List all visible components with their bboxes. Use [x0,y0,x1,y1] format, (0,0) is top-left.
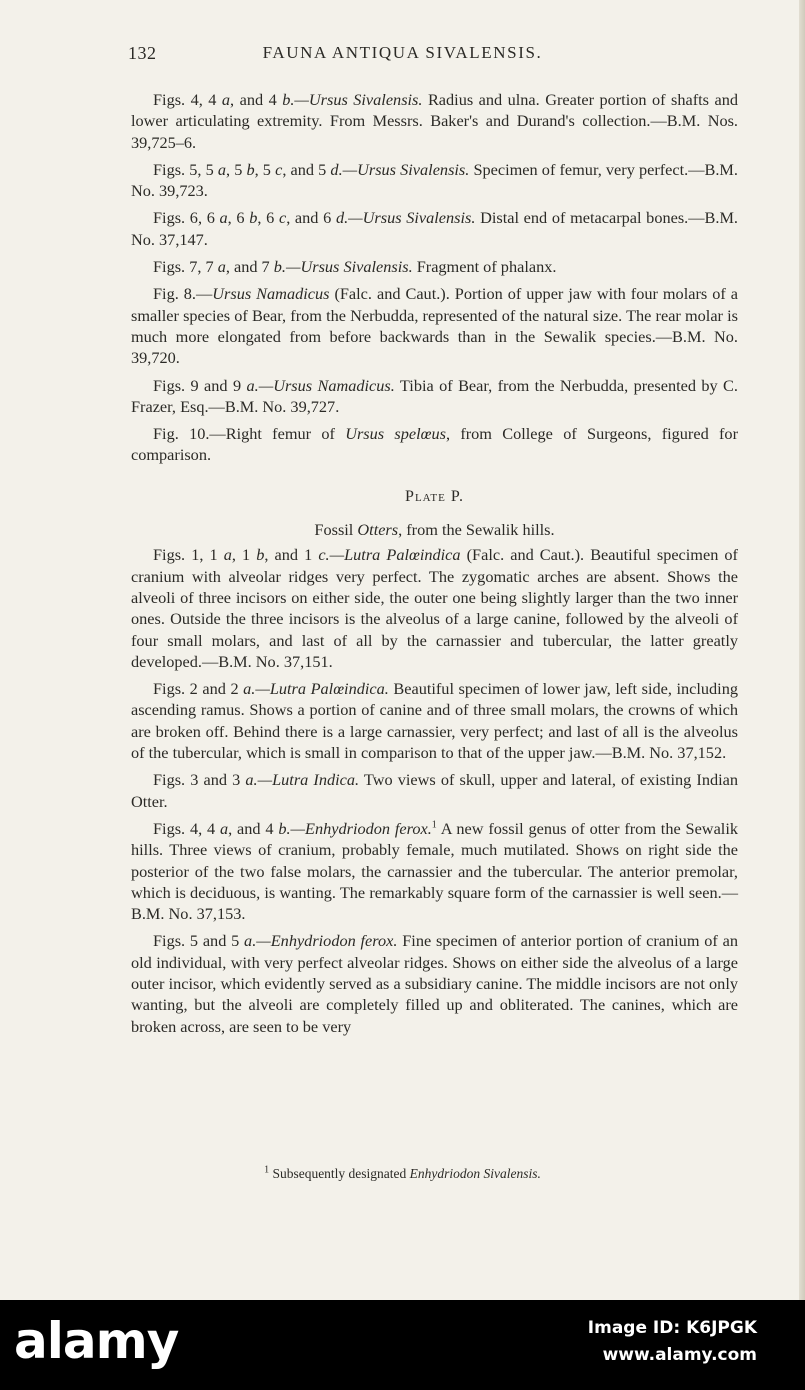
plate-heading: Plate P. [405,487,464,505]
paragraph-figs-5: Figs. 5, 5 a, 5 b, 5 c, and 5 d.—Ursus Sivalensis. Specimen of femur, very perfect.—B.M. No. 39,723. [131,159,738,201]
paragraph-plate-figs-4: Figs. 4, 4 a, and 4 b.—Enhydriodon ferox.$^1$ A new fossil genus of otter from the Sewalik hills. Three views of cranium, probably female, much mutilated. Shows on right side the posterior of the two false molars, the carnassier and the tubercular. The anterior premolar, which is deciduous, is wanting. The remarkably square form of the carnassier is well seen.—B.M. No. 37,153. [131,818,738,924]
running-title: FAUNA ANTIQUA SIVALENSIS. [262,43,543,62]
alamy-logo: alamy [14,1312,179,1370]
paragraph-figs-9: Figs. 9 and 9 a.—Ursus Namadicus. Tibia of Bear, from the Nerbudda, presented by C. Frazer, Esq.—B.M. No. 39,727. [131,375,738,416]
paragraph-figs-4: Figs. 4, 4 a, and 4 b.—Ursus Sivalensis. Radius and ulna. Greater portion of shafts and lower articulating extremity. From Messrs. Baker's and Durand's collection.—B.M. Nos. 39,725–6. [131,90,738,152]
image-id: Image ID: K6JPGK [587,1318,757,1338]
page-number: 132 [128,43,157,63]
body-text [131,89,738,1043]
paragraph-fig-8: Fig. 8.—Ursus Namadicus (Falc. and Caut.). Portion of upper jaw with four molars of a smaller species of Bear, from the Nerbudda, represented of the natural size. The rear molar is much more elongated from before backwards than in the Sewalik species.—B.M. No. 39,720. [131,284,738,368]
paragraph-plate-figs-3: Figs. 3 and 3 a.—Lutra Indica. Two views of skull, upper and lateral, of existing Indian Otter. [131,770,738,811]
plate-subheading: Fossil Otters, from the Sewalik hills. [314,520,555,540]
paragraph-plate-figs-2: Figs. 2 and 2 a.—Lutra Palœindica. Beautiful specimen of lower jaw, left side, including ascending ramus. Shows a portion of canine and of three small molars, the crowns of which are broken off. Behind there is a large carnassier, very perfect; and last of all is the alveolus of the tubercular, which is small in comparison to that of the upper jaw.—B.M. No. 37,152. [131,679,738,763]
paragraph-plate-figs-5: Figs. 5 and 5 a.—Enhydriodon ferox. Fine specimen of anterior portion of cranium of an old individual, with very perfect alveolar ridges. Shows on either side the alveolus of a large outer incisor, which evidently served as a subsidiary canine. The middle incisors are not only wanting, but the alveoli are completely filled up and obliterated. The canines, which are broken across, are seen to be very [131,931,738,1036]
footnote: $^1$ Subsequently designated Enhydriodon Sivalensis. [264,1164,541,1181]
page-header [0,43,805,67]
site-url: www.alamy.com [602,1345,757,1365]
footnote-ref: 1 [431,819,437,831]
paragraph-fig-10: Fig. 10.—Right femur of Ursus spelœus, from College of Surgeons, figured for comparison. [131,424,738,465]
paragraph-plate-figs-1: Figs. 1, 1 a, 1 b, and 1 c.—Lutra Palœindica (Falc. and Caut.). Beautiful specimen of cranium with alveolar ridges very perfect. The zygomatic arches are absent. Shows the alveoli of three incisors on either side, the outer one being slightly larger than the two inner ones. Outside the three incisors is the alveolus of a large canine, followed by the alveoli of four small molars, and last of all by the carnassier and tubercular, the latter greatly developed.—B.M. No. 37,151. [131,545,738,671]
paragraph-figs-6: Figs. 6, 6 a, 6 b, 6 c, and 6 d.—Ursus Sivalensis. Distal end of metacarpal bones.—B.M. No. 37,147. [131,208,738,249]
paragraph-figs-7: Figs. 7, 7 a, and 7 b.—Ursus Sivalensis. Fragment of phalanx. [153,257,557,277]
